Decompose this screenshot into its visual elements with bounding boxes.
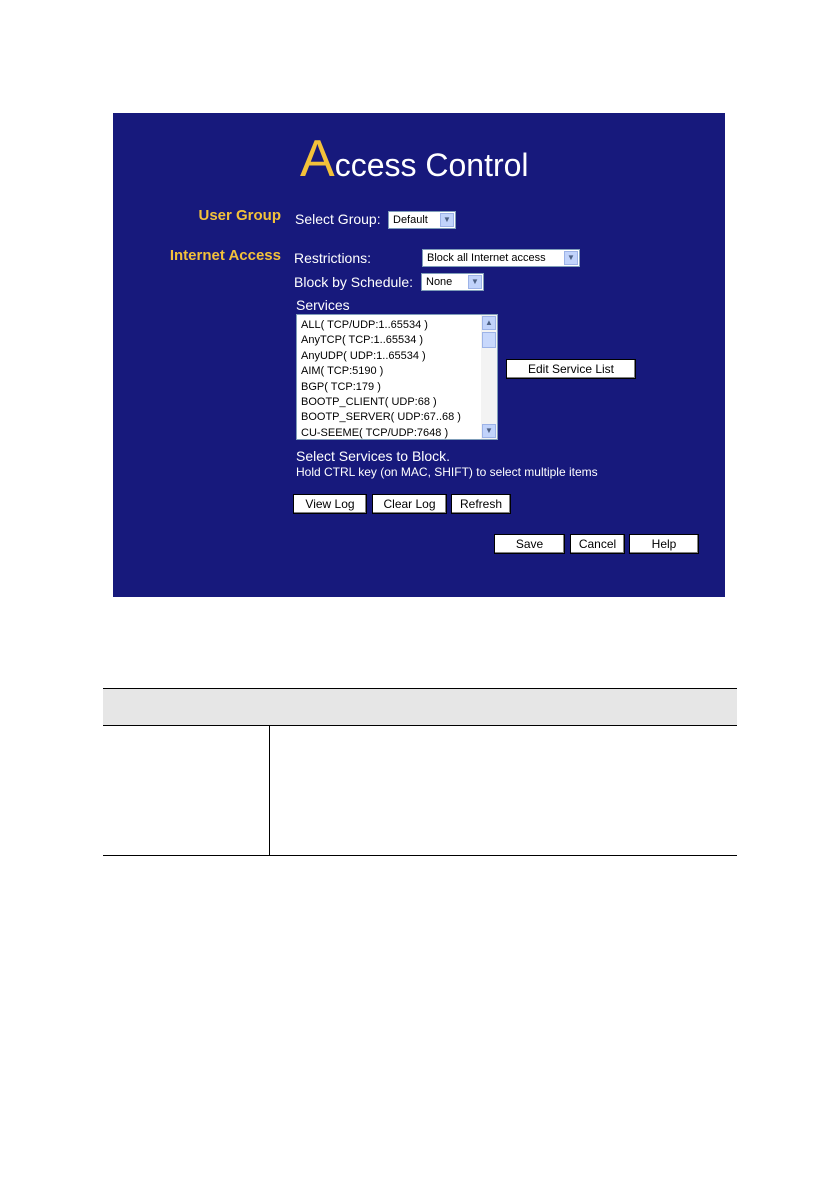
service-list-item[interactable]: BOOTP_CLIENT( UDP:68 ): [301, 395, 437, 408]
scroll-down-icon[interactable]: ▼: [482, 424, 496, 438]
description-table: [103, 688, 737, 856]
scroll-up-icon[interactable]: ▲: [482, 316, 496, 330]
save-button[interactable]: Save: [494, 534, 565, 554]
chevron-down-icon: ▼: [468, 275, 482, 289]
view-log-button[interactable]: View Log: [293, 494, 367, 514]
service-list-item[interactable]: CU-SEEME( TCP/UDP:7648 ): [301, 426, 449, 439]
edit-service-list-button[interactable]: Edit Service List: [506, 359, 636, 379]
page-title: [300, 130, 529, 188]
restrictions-label: Restrictions:: [294, 250, 372, 266]
service-list-item[interactable]: BGP( TCP:179 ): [301, 380, 381, 393]
select-group-label: Select Group:: [295, 211, 381, 227]
restrictions-dropdown[interactable]: [422, 249, 580, 267]
chevron-down-icon: ▼: [564, 251, 578, 265]
services-scrollbar[interactable]: [481, 315, 497, 439]
service-list-item[interactable]: AIM( TCP:5190 ): [301, 365, 384, 378]
service-list-item[interactable]: AnyTCP( TCP:1..65534 ): [301, 334, 424, 347]
select-group-dropdown[interactable]: [388, 211, 456, 229]
select-group-value: Default: [393, 214, 428, 226]
access-control-panel: [113, 113, 725, 597]
restrictions-value: Block all Internet access: [427, 252, 546, 264]
column-divider: [269, 726, 270, 855]
help-button[interactable]: Help: [629, 534, 699, 554]
table-row: [103, 726, 737, 856]
cancel-button[interactable]: Cancel: [570, 534, 625, 554]
services-multi-select-hint: Hold CTRL key (on MAC, SHIFT) to select multiple items: [296, 465, 598, 479]
page-title-rest: ccess Control: [334, 147, 529, 183]
refresh-button[interactable]: Refresh: [451, 494, 511, 514]
chevron-down-icon: ▼: [440, 213, 454, 227]
scroll-thumb[interactable]: [482, 332, 496, 348]
services-label: Services: [296, 297, 350, 313]
clear-log-button[interactable]: Clear Log: [372, 494, 447, 514]
services-listbox[interactable]: [296, 314, 498, 440]
services-hint: Select Services to Block.: [296, 448, 451, 464]
block-by-schedule-dropdown[interactable]: [421, 273, 484, 291]
service-list-item[interactable]: BOOTP_SERVER( UDP:67..68 ): [301, 411, 461, 424]
services-items: [301, 318, 461, 440]
table-header: [103, 688, 737, 726]
block-by-schedule-label: Block by Schedule:: [294, 274, 414, 290]
page-title-initial: A: [300, 130, 335, 188]
user-group-section-label: User Group: [198, 207, 281, 224]
service-list-item[interactable]: AnyUDP( UDP:1..65534 ): [301, 349, 426, 362]
schedule-value: None: [426, 276, 453, 288]
service-list-item[interactable]: ALL( TCP/UDP:1..65534 ): [301, 319, 428, 331]
internet-access-section-label: Internet Access: [169, 247, 281, 264]
